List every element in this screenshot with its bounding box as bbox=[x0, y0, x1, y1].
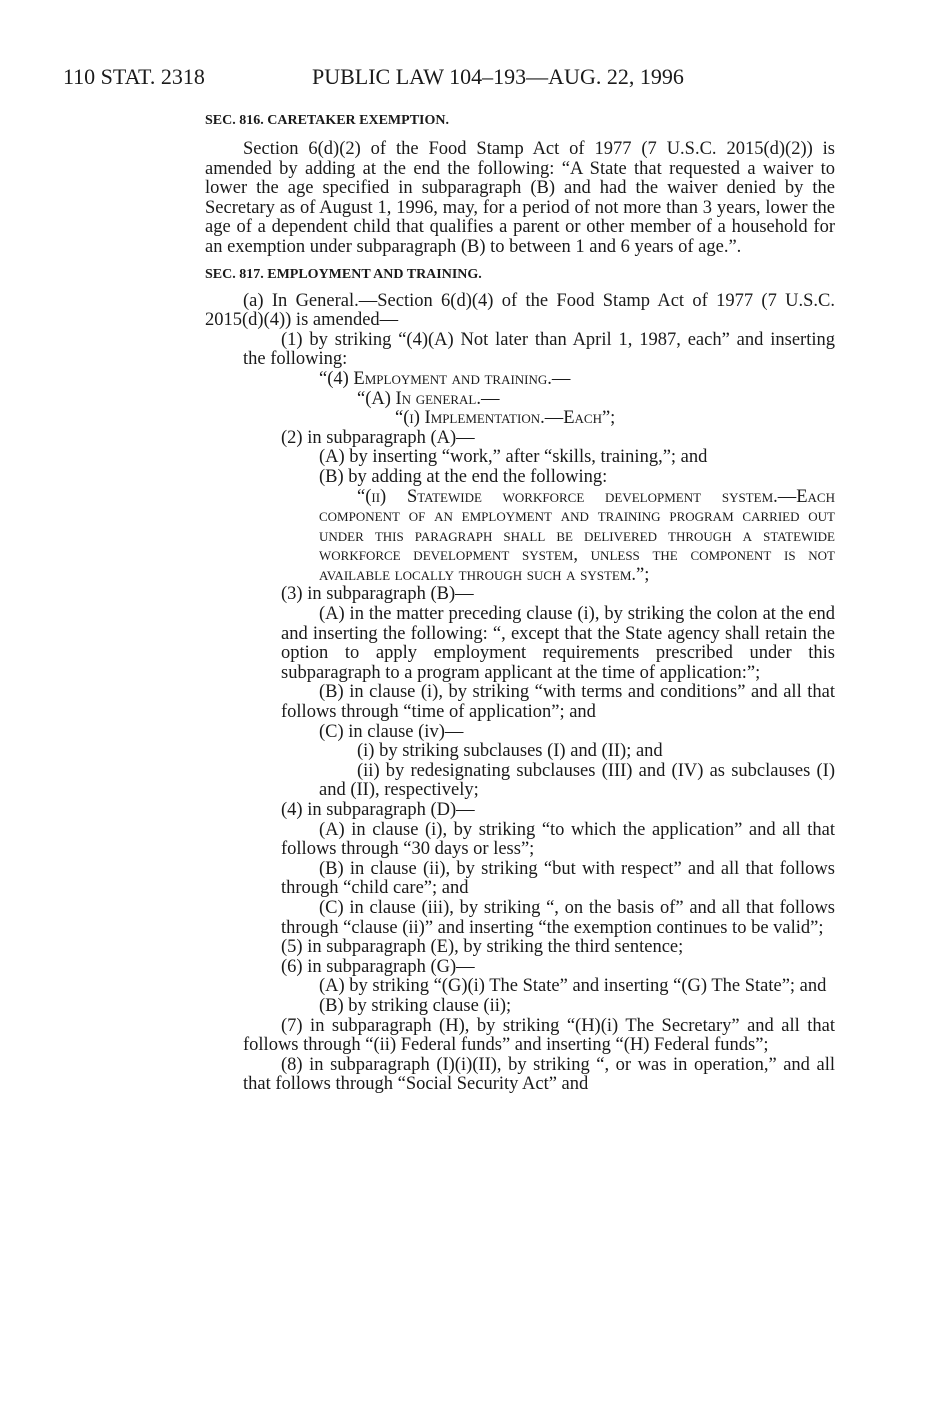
amendment-paragraph: “(4) Employment and training.— bbox=[319, 368, 571, 389]
amendment-paragraph: (B) by adding at the end the following: bbox=[319, 466, 608, 487]
amendment-paragraph: “(i) Implementation.—Each”; bbox=[395, 408, 616, 429]
section-816-heading: SEC. 816. CARETAKER EXEMPTION. bbox=[205, 113, 449, 128]
amendment-paragraph: (A) in clause (i), by striking “to which the application” and all that follows through “30 days or less”; bbox=[281, 819, 835, 860]
amendment-paragraph: “(A) In general.— bbox=[357, 388, 500, 409]
amendment-paragraph: (B) by striking clause (ii); bbox=[319, 995, 512, 1016]
amendment-paragraph: (ii) by redesignating subclauses (III) and (IV) as subclauses (I) and (II), respectively; bbox=[319, 760, 835, 801]
amendment-paragraph: (a) In General.—Section 6(d)(4) of the Food Stamp Act of 1977 (7 U.S.C. 2015(d)(4)) is amended— bbox=[205, 290, 835, 331]
amendment-paragraph: (A) in the matter preceding clause (i), by striking the colon at the end and inserting the following: “, except that the State agency shall retain the option to apply employment requirements prescribed under this subparagraph to a program applicant at the time of application:”; bbox=[281, 604, 835, 683]
amendment-paragraph: (A) by inserting “work,” after “skills, training,”; and bbox=[319, 447, 708, 468]
section-817-heading: SEC. 817. EMPLOYMENT AND TRAINING. bbox=[205, 266, 482, 282]
amendment-paragraph: (7) in subparagraph (H), by striking “(H)(i) The Secretary” and all that follows through “(ii) Federal funds” and inserting “(H) Federal funds”; bbox=[243, 1015, 835, 1056]
amendment-paragraph: (B) in clause (i), by striking “with terms and conditions” and all that follows through “time of application”; and bbox=[281, 682, 835, 723]
page-citation: 110 STAT. 2318 bbox=[63, 64, 205, 89]
amendment-paragraph: (3) in subparagraph (B)— bbox=[281, 584, 474, 605]
amendment-paragraph: (i) by striking subclauses (I) and (II); and bbox=[357, 741, 663, 762]
amendment-paragraph: (2) in subparagraph (A)— bbox=[281, 427, 475, 448]
amendment-paragraph: (C) in clause (iv)— bbox=[319, 721, 464, 742]
amendment-paragraph: (A) by striking “(G)(i) The State” and inserting “(G) The State”; and bbox=[319, 976, 827, 997]
section-817-body bbox=[205, 292, 835, 1095]
document-body bbox=[205, 112, 835, 1095]
amendment-paragraph: (6) in subparagraph (G)— bbox=[281, 956, 475, 977]
running-header: PUBLIC LAW 104–193—AUG. 22, 1996 bbox=[312, 64, 684, 89]
amendment-paragraph: (8) in subparagraph (I)(i)(II), by striking “, or was in operation,” and all that follows through “Social Security Act” and bbox=[243, 1054, 835, 1095]
amendment-paragraph: (4) in subparagraph (D)— bbox=[281, 800, 475, 820]
amendment-paragraph: “(ii) Statewide workforce development system.—Each component of an employment and training program carried out under this paragraph shall be delivered through a statewide workforce development system, unless the component is not available locally through such a system.”; bbox=[319, 486, 835, 585]
amendment-paragraph: (C) in clause (iii), by striking “, on the basis of” and all that follows through “clause (ii)” and inserting “the exemption continues to be valid”; bbox=[281, 897, 835, 938]
amendment-paragraph: (B) in clause (ii), by striking “but with respect” and all that follows through “child care”; and bbox=[281, 858, 835, 899]
amendment-paragraph: (1) by striking “(4)(A) Not later than April 1, 1987, each” and inserting the following: bbox=[243, 329, 835, 370]
section-816-text: Section 6(d)(2) of the Food Stamp Act of 1977 (7 U.S.C. 2015(d)(2)) is amended by adding at the end the following: “A State that requested a waiver to lower the age specified in subparagraph (B) and had the waiver denied by the Secretary as of August 1, 1996, may, for a period of not more than 3 years, lower the age of a dependent child that qualifies a parent or other member of a household for an exemption under subparagraph (B) to between 1 and 6 years of age.”. bbox=[205, 139, 835, 257]
amendment-paragraph: (5) in subparagraph (E), by striking the third sentence; bbox=[281, 937, 684, 958]
